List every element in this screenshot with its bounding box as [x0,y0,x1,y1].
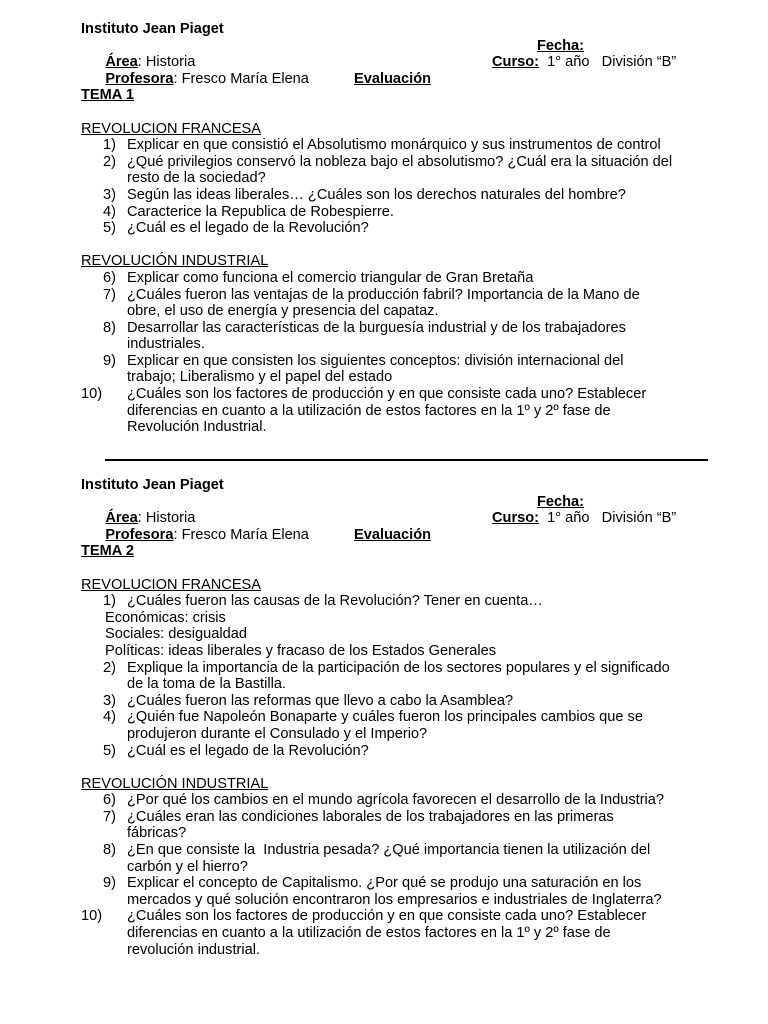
question-text: ¿Quién fue Napoleón Bonaparte y cuáles fueron los principales cambios que se [127,709,643,726]
fecha-label: Fecha: [537,493,585,510]
question-item [81,842,721,875]
evaluacion-title: Evaluación [354,526,432,543]
exam-tema-2 [81,477,721,958]
spacer [81,237,721,254]
question-number: 9) [103,352,116,369]
institute-name: Instituto Jean Piaget [81,477,224,493]
question-text: fábricas? [127,825,187,842]
area-value: : Historia [137,510,196,527]
tema-title: TEMA 2 [81,543,134,560]
question-number: 1) [103,593,116,610]
question-text: revolución industrial. [127,941,261,958]
question-text: ¿Cuáles fueron las ventajas de la producción fabril? Importancia de la Mano de [127,286,640,303]
question-number: 1) [103,137,116,154]
question-text: industriales. [127,336,205,353]
question-list-francesa [81,660,721,760]
cause-line: Sociales: desigualdad [105,626,247,643]
question-number: 4) [103,203,116,220]
question-text: mercados y qué solución encontraron los empresarios e industriales de Inglaterra? [127,891,662,908]
question-text: obre, el uso de energía y presencia del capataz. [127,303,439,320]
evaluacion-line [81,527,721,544]
question-number: 9) [103,875,116,892]
question-text: carbón y el hierro? [127,858,248,875]
curso-value: 1° año División “B” [539,54,677,71]
question-item [81,809,721,842]
question-number: 8) [103,842,116,859]
question-item [81,270,721,287]
question-item [81,709,721,742]
question-text: Según las ideas liberales… ¿Cuáles son los derechos naturales del hombre? [127,186,626,203]
question-text: Explicar el concepto de Capitalismo. ¿Por qué se produjo una saturación en los [127,875,642,892]
curso-value: 1° año División “B” [539,510,677,527]
question-text: Caracterice la Republica de Robespierre. [127,203,394,220]
question-number: 5) [103,220,116,237]
area-label: Área [105,510,138,527]
question-number: 8) [103,319,116,336]
question-text: Desarrollar las características de la burguesía industrial y de los trabajadores [127,319,626,336]
question-item [81,660,721,693]
curso-field [492,510,676,527]
question-number: 3) [103,186,116,203]
question-item [81,386,721,436]
question-number: 6) [103,792,116,809]
question-list-francesa [81,137,721,237]
fecha-label: Fecha: [537,37,585,54]
question-item [81,187,721,204]
question-number: 7) [103,286,116,303]
question-text: produjeron durante el Consulado y el Imperio? [127,725,428,742]
profesora-label: Profesora [105,526,174,543]
question-item [81,220,721,237]
question-text: ¿Cuáles son los factores de producción y en que consiste cada uno? Establecer [127,386,647,403]
question-item [81,154,721,187]
section-heading-industrial: REVOLUCIÓN INDUSTRIAL [81,253,269,270]
question-text: ¿Cuál es el legado de la Revolución? [127,742,369,759]
institute-name: Instituto Jean Piaget [81,21,224,37]
question-number: 5) [103,742,116,759]
question-number: 10) [81,908,103,925]
question-text: resto de la sociedad? [127,170,266,187]
question-number: 3) [103,692,116,709]
question-text: ¿Qué privilegios conservó la nobleza bajo el absolutismo? ¿Cuál era la situación del [127,153,673,170]
question-text: ¿Por qué los cambios en el mundo agrícola favorecen el desarrollo de la Industria? [127,792,665,809]
question-text: Explicar como funciona el comercio triangular de Gran Bretaña [127,269,534,286]
question-text: Explicar en que consistió el Absolutismo monárquico y sus instrumentos de control [127,137,661,154]
question-item [81,593,721,610]
question-text: Explique la importancia de la participación de los sectores populares y el significado [127,659,670,676]
question-number: 6) [103,269,116,286]
curso-field [492,54,676,71]
question-text: Explicar en que consisten los siguientes conceptos: división internacional del [127,352,624,369]
question-text: ¿Cuáles fueron las reformas que llevo a cabo la Asamblea? [127,692,514,709]
question-text: ¿Cuál es el legado de la Revolución? [127,220,369,237]
question-list-industrial [81,792,721,958]
section-heading-industrial: REVOLUCIÓN INDUSTRIAL [81,775,269,792]
question-item [81,137,721,154]
profesora-label: Profesora [105,70,174,87]
question-text: Revolución Industrial. [127,419,267,436]
area-value: : Historia [137,54,196,71]
evaluacion-line [81,71,721,88]
tema-title: TEMA 1 [81,87,134,104]
question-text: ¿Cuáles son los factores de producción y en que consiste cada uno? Establecer [127,908,647,925]
curso-label: Curso: [492,54,540,71]
area-label: Área [105,54,138,71]
spacer [81,560,721,577]
question-item [81,743,721,760]
question-text: trabajo; Liberalismo y el papel del estado [127,369,393,386]
section-heading-francesa: REVOLUCION FRANCESA [81,576,262,593]
question-text: ¿Cuáles fueron las causas de la Revolución? Tener en cuenta… [127,593,543,610]
curso-label: Curso: [492,510,540,527]
question-number: 4) [103,709,116,726]
question-number: 2) [103,153,116,170]
exam-tema-1 [81,21,721,436]
separator-line [105,459,708,461]
question-item [81,204,721,221]
section-heading-francesa: REVOLUCION FRANCESA [81,120,262,137]
question-item [81,792,721,809]
question-text: diferencias en cuanto a la utilización de estos factores en la 1º y 2º fase de [127,402,611,419]
question-text: ¿En que consiste la Industria pesada? ¿Qué importancia tienen la utilización del [127,842,651,859]
evaluacion-title: Evaluación [354,70,432,87]
question-text: de la toma de la Bastilla. [127,676,286,693]
spacer [81,759,721,776]
question-item [81,875,721,908]
profesora-value: : Fresco María Elena [173,526,309,543]
question-list-industrial [81,270,721,436]
cause-line: Económicas: crisis [105,609,226,626]
spacer [81,104,721,121]
question-number: 7) [103,808,116,825]
question-item [81,287,721,320]
question-item [81,320,721,353]
question-text: diferencias en cuanto a la utilización de estos factores en la 1º y 2º fase de [127,925,611,942]
cause-line: Políticas: ideas liberales y fracaso de los Estados Generales [105,642,496,659]
question-text: ¿Cuáles eran las condiciones laborales de los trabajadores en las primeras [127,808,614,825]
question-number: 2) [103,659,116,676]
profesora-value: : Fresco María Elena [173,70,309,87]
question-item [81,693,721,710]
question-item [81,353,721,386]
question-item [81,908,721,958]
question-number: 10) [81,386,103,403]
